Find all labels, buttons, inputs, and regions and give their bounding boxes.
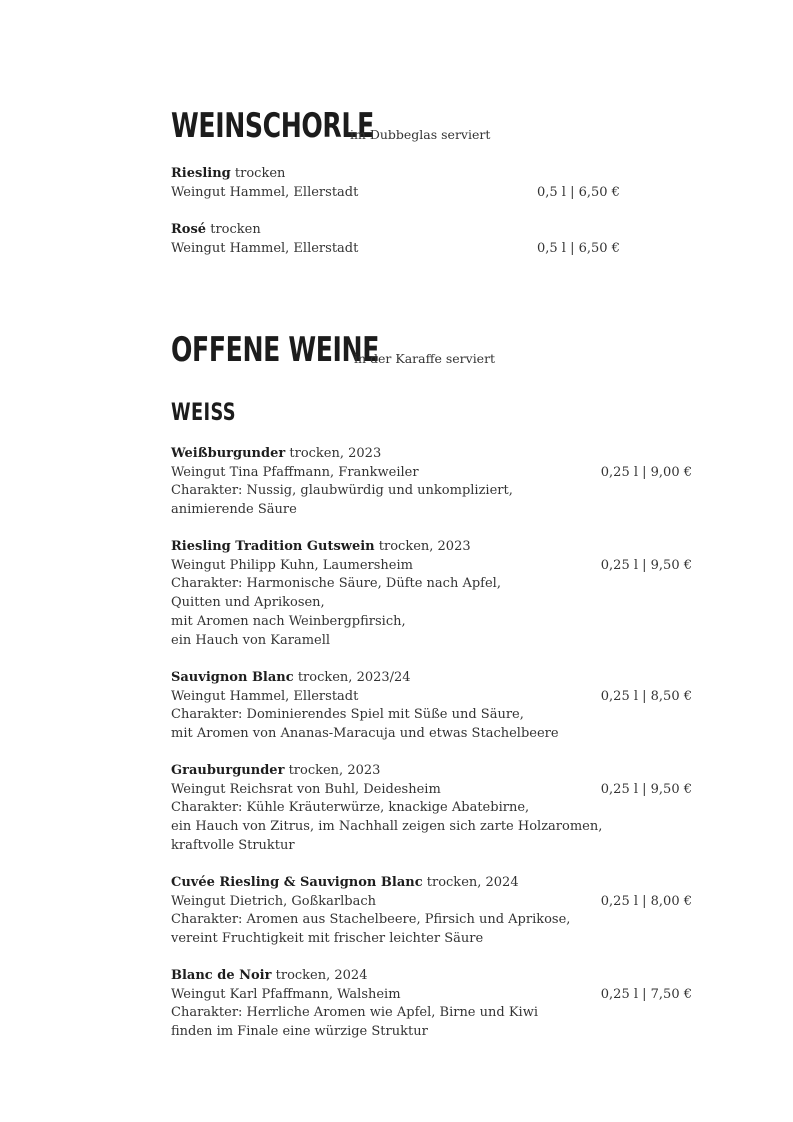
- winery: Weingut Hammel, Ellerstadt: [171, 184, 359, 200]
- weinschorle-title: WEINSCHORLE: [171, 106, 374, 146]
- wine-name: Sauvignon Blanc: [171, 670, 294, 685]
- tasting-note: Charakter: Dominierendes Spiel mit Süße und Säure,: [171, 707, 524, 723]
- price: 0,25 l | 8,50 €: [600, 688, 692, 704]
- tasting-note: vereint Fruchtigkeit mit frischer leichter Säure: [171, 931, 484, 947]
- offene-weine-title: OFFENE WEINE: [171, 330, 380, 370]
- offene-weine-heading: [171, 330, 496, 370]
- winery: Weingut Hammel, Ellerstadt: [171, 688, 359, 704]
- price: 0,25 l | 9,50 €: [600, 557, 692, 573]
- weinschorle-subtitle: im Dubbeglas serviert: [350, 127, 491, 142]
- wine-item: [171, 669, 711, 744]
- wine-descriptor: trocken, 2024: [275, 968, 368, 983]
- wine-name: Rosé: [171, 222, 207, 237]
- wine-descriptor: trocken, 2023: [288, 763, 381, 778]
- price: 0,25 l | 7,50 €: [600, 986, 692, 1002]
- schorle-item: [171, 165, 711, 202]
- winery: Weingut Tina Pfaffmann, Frankweiler: [171, 464, 419, 480]
- tasting-note: ein Hauch von Zitrus, im Nachhall zeigen sich zarte Holzaromen,: [171, 819, 603, 835]
- winery: Weingut Hammel, Ellerstadt: [171, 240, 359, 256]
- tasting-note: Charakter: Aromen aus Stachelbeere, Pfirsich und Aprikose,: [171, 912, 571, 928]
- price: 0,5 l | 6,50 €: [537, 240, 620, 256]
- wine-item: [171, 538, 711, 650]
- tasting-note: Charakter: Harmonische Säure, Düfte nach Apfel,: [171, 576, 501, 592]
- wine-name: Riesling: [171, 166, 231, 181]
- wine-descriptor: trocken: [210, 222, 261, 237]
- wine-name: Blanc de Noir: [171, 968, 272, 983]
- wine-item: [171, 445, 711, 520]
- tasting-note: ein Hauch von Karamell: [171, 632, 331, 648]
- wine-item: [171, 967, 711, 1042]
- tasting-note: mit Aromen von Ananas-Maracuja und etwas Stachelbeere: [171, 726, 559, 742]
- tasting-note: kraftvolle Struktur: [171, 837, 295, 853]
- wine-name: Cuvée Riesling & Sauvignon Blanc: [171, 875, 423, 890]
- section-weiss: WEISS: [171, 398, 236, 426]
- tasting-note: mit Aromen nach Weinbergpfirsich,: [171, 613, 406, 629]
- wine-name: Weißburgunder: [171, 446, 286, 461]
- winery: Weingut Philipp Kuhn, Laumersheim: [171, 557, 413, 573]
- winery: Weingut Dietrich, Goßkarlbach: [171, 893, 376, 909]
- wine-descriptor: trocken, 2024: [426, 875, 519, 890]
- wine-descriptor: trocken: [234, 166, 286, 181]
- schorle-item: [171, 221, 711, 258]
- price: 0,25 l | 9,00 €: [600, 464, 692, 480]
- tasting-note: Charakter: Nussig, glaubwürdig und unkompliziert,: [171, 483, 513, 499]
- winery: Weingut Reichsrat von Buhl, Deidesheim: [171, 781, 441, 797]
- tasting-note: Charakter: Herrliche Aromen wie Apfel, Birne und Kiwi: [171, 1005, 538, 1021]
- price: 0,5 l | 6,50 €: [537, 184, 620, 200]
- tasting-note: animierende Säure: [171, 502, 297, 518]
- price: 0,25 l | 8,00 €: [600, 893, 692, 909]
- winery: Weingut Karl Pfaffmann, Walsheim: [171, 986, 401, 1002]
- offene-weine-subtitle: in der Karaffe serviert: [354, 351, 496, 366]
- wine-descriptor: trocken, 2023: [378, 539, 471, 554]
- tasting-note: finden im Finale eine würzige Struktur: [171, 1024, 428, 1040]
- weinschorle-heading: [171, 106, 491, 146]
- price: 0,25 l | 9,50 €: [600, 781, 692, 797]
- tasting-note: Quitten und Aprikosen,: [171, 595, 325, 611]
- wine-name: Grauburgunder: [171, 763, 285, 778]
- wine-name: Riesling Tradition Gutswein: [171, 539, 375, 554]
- wine-item: [171, 874, 711, 949]
- wine-descriptor: trocken, 2023/24: [297, 670, 411, 685]
- tasting-note: Charakter: Kühle Kräuterwürze, knackige Abatebirne,: [171, 800, 530, 816]
- wine-descriptor: trocken, 2023: [289, 446, 382, 461]
- wine-item: [171, 762, 711, 856]
